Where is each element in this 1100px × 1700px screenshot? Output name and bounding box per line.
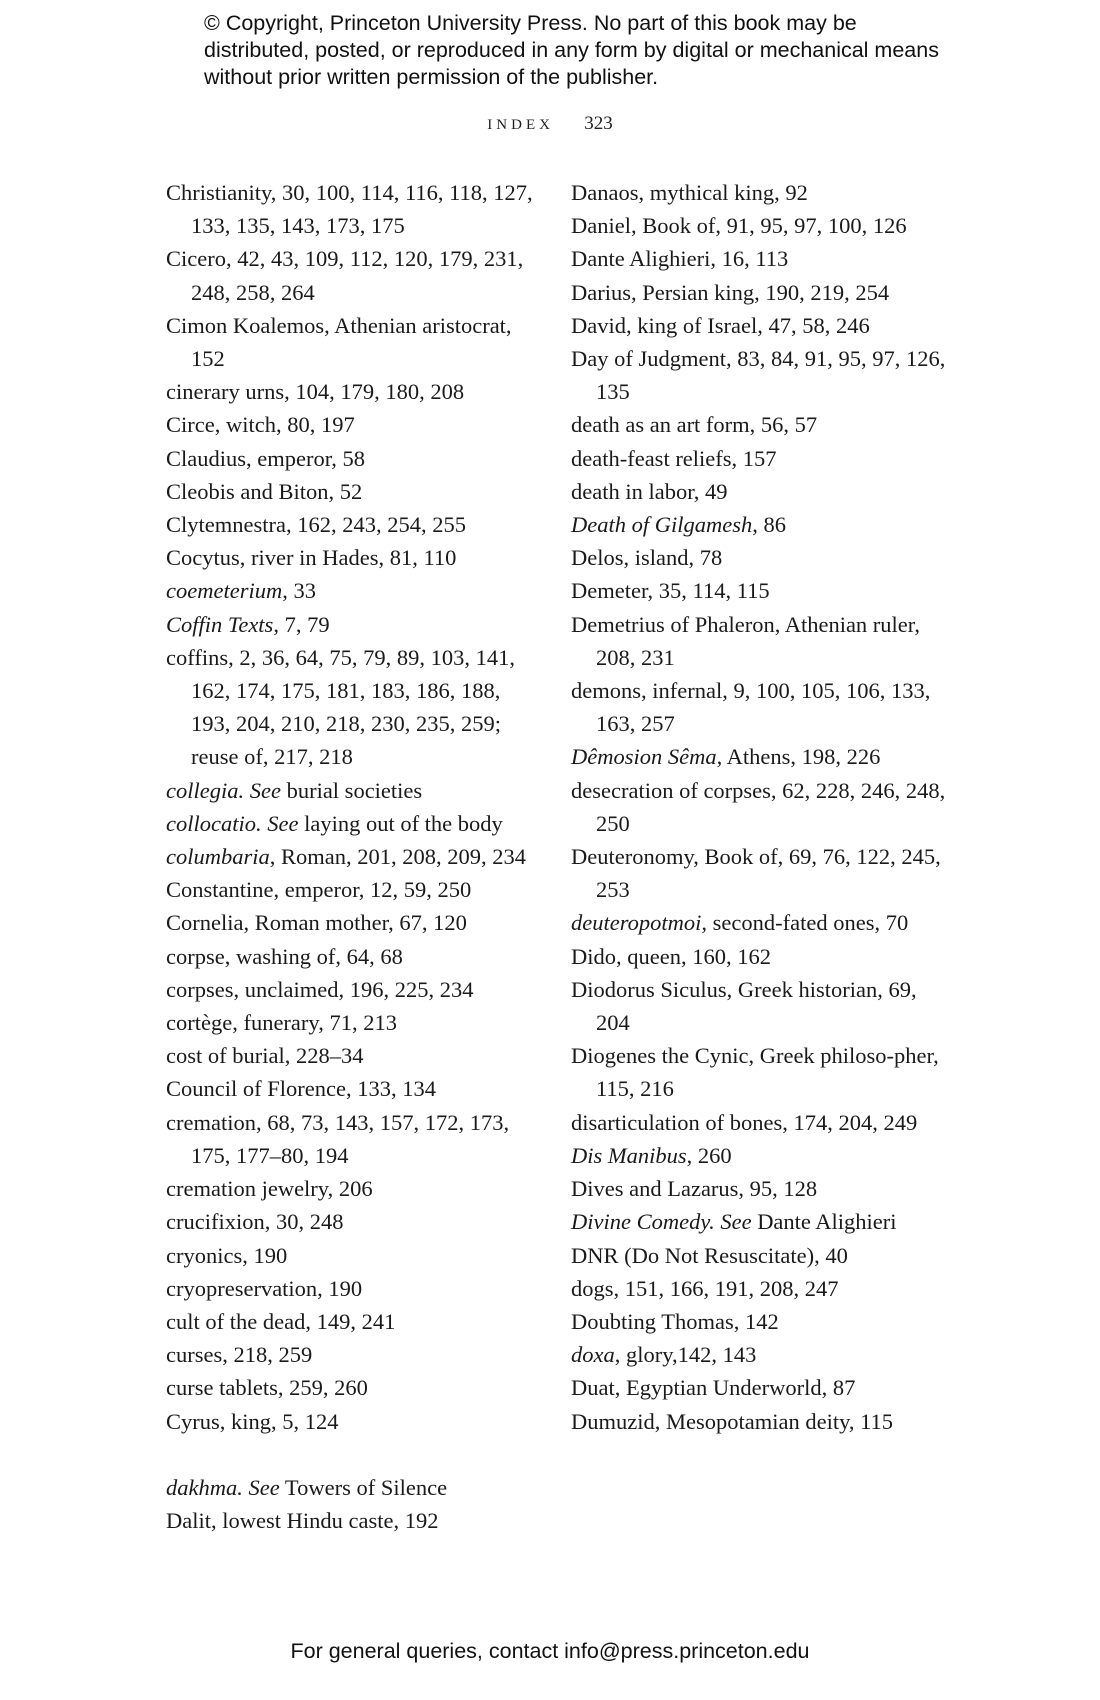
- index-column-right: [571, 176, 946, 1438]
- index-entry: [166, 1106, 536, 1172]
- index-entry: [571, 674, 946, 740]
- index-entry-italic-text: collocatio. See: [166, 810, 299, 836]
- index-entry: [571, 342, 946, 408]
- index-entry-text: Christianity, 30, 100, 114, 116, 118, 127, 133, 135, 143, 173, 175: [166, 180, 533, 239]
- index-entry-text: cremation jewelry, 206: [166, 1176, 373, 1202]
- index-entry: [571, 740, 946, 773]
- index-entry: [571, 508, 946, 541]
- index-entry-text: , 86: [752, 512, 786, 538]
- index-entry-text: Day of Judgment, 83, 84, 91, 95, 97, 126, 135: [571, 346, 946, 405]
- footer-contact: For general queries, contact info@press.princeton.edu: [290, 1639, 810, 1663]
- index-entry: [166, 541, 536, 574]
- index-entry: [166, 906, 536, 939]
- index-entry-text: death in labor, 49: [571, 478, 728, 504]
- index-entry: [571, 475, 946, 508]
- index-entry: [166, 873, 536, 906]
- index-entry: [571, 1205, 946, 1238]
- index-entry-text: Diodorus Siculus, Greek historian, 69, 204: [571, 976, 917, 1036]
- index-entry: [571, 1239, 946, 1272]
- index-entry-italic-text: columbaria: [166, 844, 270, 870]
- index-entry-text: Council of Florence, 133, 134: [166, 1076, 436, 1102]
- index-entry-italic-text: dakhma. See: [166, 1474, 280, 1500]
- index-entry-text: Doubting Thomas, 142: [571, 1308, 779, 1334]
- index-entry-text: cryopreservation, 190: [166, 1275, 363, 1301]
- index-entry-italic-text: Dis Manibus: [571, 1142, 687, 1168]
- index-entry-italic-text: Coffin Texts: [166, 611, 274, 637]
- index-entry: [166, 1405, 536, 1438]
- index-entry-text: Daniel, Book of, 91, 95, 97, 100, 126: [571, 213, 907, 239]
- index-entry-text: Circe, witch, 80, 197: [166, 412, 355, 438]
- index-entry: [571, 774, 946, 840]
- index-entry-text: cost of burial, 228–34: [166, 1043, 364, 1069]
- index-entry-text: Duat, Egyptian Underworld, 87: [571, 1375, 856, 1401]
- index-entry: [571, 276, 946, 309]
- index-entry: [166, 641, 536, 774]
- index-entry: [571, 408, 946, 441]
- index-entry-text: Demeter, 35, 114, 115: [571, 578, 770, 604]
- index-entry: [571, 541, 946, 574]
- index-entry-text: Cornelia, Roman mother, 67, 120: [166, 910, 467, 936]
- page-number: 323: [584, 113, 613, 134]
- index-entry: [166, 442, 536, 475]
- index-entry: [166, 1305, 536, 1338]
- index-entry-text: burial societies: [280, 777, 423, 803]
- index-entry-italic-text: coemeterium: [166, 578, 283, 604]
- index-entry: [166, 1006, 536, 1039]
- index-entry-italic-text: Death of Gilgamesh: [571, 512, 753, 538]
- index-entry-text: death as an art form, 56, 57: [571, 412, 818, 438]
- index-entry-italic-text: doxa: [571, 1342, 615, 1368]
- index-entry: [571, 840, 946, 906]
- index-entry-text: corpse, washing of, 64, 68: [166, 943, 403, 969]
- index-entry-text: Cyrus, king, 5, 124: [166, 1408, 339, 1434]
- running-head-title: INDEX: [487, 117, 554, 133]
- index-entry: [571, 176, 946, 209]
- index-entry-text: demons, infernal, 9, 100, 105, 106, 133, 163, 257: [571, 678, 931, 737]
- index-entry: [166, 408, 536, 441]
- index-entry-text: , 33: [282, 578, 316, 604]
- index-entry: [166, 1039, 536, 1072]
- index-entry-italic-text: Divine Comedy. See: [571, 1209, 752, 1235]
- index-entry: [166, 774, 536, 807]
- running-head: [0, 113, 1100, 135]
- index-entry-text: Darius, Persian king, 190, 219, 254: [571, 279, 890, 305]
- index-entry-text: Dives and Lazarus, 95, 128: [571, 1176, 818, 1202]
- index-entry-text: cinerary urns, 104, 179, 180, 208: [166, 379, 465, 405]
- index-entry-text: cortège, funerary, 71, 213: [166, 1010, 397, 1036]
- index-entry-text: Cocytus, river in Hades, 81, 110: [166, 545, 457, 571]
- index-entry-text: crucifixion, 30, 248: [166, 1209, 344, 1235]
- index-entry-text: , Roman, 201, 208, 209, 234: [269, 844, 526, 870]
- index-entry: [571, 1039, 946, 1105]
- index-entry-text: Deuteronomy, Book of, 69, 76, 122, 245, 253: [571, 844, 941, 903]
- index-entry: [166, 1205, 536, 1238]
- index-entry: [571, 442, 946, 475]
- index-entry-text: Danaos, mythical king, 92: [571, 180, 808, 205]
- index-entry-text: cryonics, 190: [166, 1242, 288, 1268]
- index-entry: [166, 375, 536, 408]
- index-entry-text: Dalit, lowest Hindu caste, 192: [166, 1508, 439, 1534]
- index-entry-text: Towers of Silence: [279, 1474, 448, 1500]
- index-entry: [571, 1272, 946, 1305]
- index-entry: [571, 973, 946, 1039]
- index-entry: [166, 574, 536, 607]
- index-entry-text: Demetrius of Phaleron, Athenian ruler, 208, 231: [571, 611, 921, 670]
- index-entry: [166, 309, 536, 375]
- index-entry: [166, 1471, 536, 1504]
- index-entry-text: second-fated ones, 70: [707, 910, 909, 936]
- index-entry: [571, 242, 946, 275]
- index-entry: [571, 1305, 946, 1338]
- index-entry: [166, 940, 536, 973]
- index-entry: [166, 508, 536, 541]
- index-entry-text: curses, 218, 259: [166, 1342, 313, 1368]
- index-entry-text: curse tablets, 259, 260: [166, 1375, 368, 1401]
- index-entry: [166, 176, 536, 242]
- index-entry-text: cult of the dead, 149, 241: [166, 1308, 396, 1334]
- index-entry-text: dogs, 151, 166, 191, 208, 247: [571, 1275, 839, 1301]
- index-entry: [166, 475, 536, 508]
- index-entry: [166, 807, 536, 840]
- index-entry: [571, 574, 946, 607]
- index-entry-text: coffins, 2, 36, 64, 75, 79, 89, 103, 141, 162, 174, 175, 181, 183, 186, 188, 193, 204, 210, 218, 230, 235, 259; reuse of, 217, 218: [166, 644, 515, 770]
- index-entry-text: desecration of corpses, 62, 228, 246, 248, 250: [571, 777, 946, 836]
- index-entry: [571, 940, 946, 973]
- index-entry: [571, 1139, 946, 1172]
- index-entry-italic-text: deuteropotmoi,: [571, 910, 708, 936]
- index-entry-text: Claudius, emperor, 58: [166, 445, 366, 471]
- index-entry: [571, 209, 946, 242]
- index-entry-text: cremation, 68, 73, 143, 157, 172, 173, 175, 177–80, 194: [166, 1109, 510, 1168]
- index-entry-text: disarticulation of bones, 174, 204, 249: [571, 1109, 918, 1135]
- index-entry-text: Cicero, 42, 43, 109, 112, 120, 179, 231, 248, 258, 264: [166, 246, 524, 305]
- index-entry-text: laying out of the body: [298, 810, 503, 836]
- index-entry-italic-text: Dêmosion Sêma: [571, 744, 717, 770]
- index-column-left: [166, 176, 536, 1537]
- index-entry: [166, 840, 536, 873]
- index-entry: [166, 1072, 536, 1105]
- index-entry-text: Dante Alighieri: [751, 1209, 897, 1235]
- index-entry-italic-text: collegia. See: [166, 777, 281, 803]
- index-entry: [166, 1338, 536, 1371]
- index-entry-text: corpses, unclaimed, 196, 225, 234: [166, 976, 474, 1002]
- index-entry-text: Dido, queen, 160, 162: [571, 943, 771, 969]
- index-entry: [571, 1338, 946, 1371]
- index-entry-text: , Athens, 198, 226: [716, 744, 881, 770]
- index-entry-text: DNR (Do Not Resuscitate), 40: [571, 1242, 848, 1268]
- index-entry: [166, 1272, 536, 1305]
- index-entry-text: death-feast reliefs, 157: [571, 445, 777, 471]
- index-entry: [571, 608, 946, 674]
- index-entry: [166, 1172, 536, 1205]
- index-entry-text: Dante Alighieri, 16, 113: [571, 246, 789, 272]
- letter-group-gap: [166, 1438, 536, 1471]
- index-entry-text: , glory,142, 143: [614, 1342, 757, 1368]
- index-entry: [166, 973, 536, 1006]
- index-entry-text: Clytemnestra, 162, 243, 254, 255: [166, 512, 466, 538]
- index-entry-text: David, king of Israel, 47, 58, 246: [571, 312, 870, 338]
- copyright-notice: © Copyright, Princeton University Press. No part of this book may be distributed, posted, or reproduced in any form by digital or mechanical means without prior written permission of the publisher.: [204, 11, 939, 89]
- index-entry-text: Diogenes the Cynic, Greek philoso-pher, 115, 216: [571, 1043, 939, 1102]
- index-entry: [571, 1405, 946, 1438]
- index-entry-text: , 260: [686, 1142, 732, 1168]
- index-entry: [166, 242, 536, 308]
- index-entry-text: Cleobis and Biton, 52: [166, 478, 363, 504]
- index-entry: [166, 1371, 536, 1404]
- index-entry-text: Cimon Koalemos, Athenian aristocrat, 152: [166, 312, 512, 372]
- index-entry: [166, 608, 536, 641]
- index-entry-text: Constantine, emperor, 12, 59, 250: [166, 877, 472, 903]
- index-entry: [166, 1239, 536, 1272]
- index-entry: [571, 309, 946, 342]
- index-entry-text: , 7, 79: [273, 611, 330, 637]
- index-entry: [571, 906, 946, 939]
- index-entry-text: Dumuzid, Mesopotamian deity, 115: [571, 1408, 894, 1434]
- index-entry: [571, 1106, 946, 1139]
- index-entry: [571, 1172, 946, 1205]
- index-entry: [166, 1504, 536, 1537]
- index-entry-text: Delos, island, 78: [571, 545, 723, 571]
- index-entry: [571, 1371, 946, 1404]
